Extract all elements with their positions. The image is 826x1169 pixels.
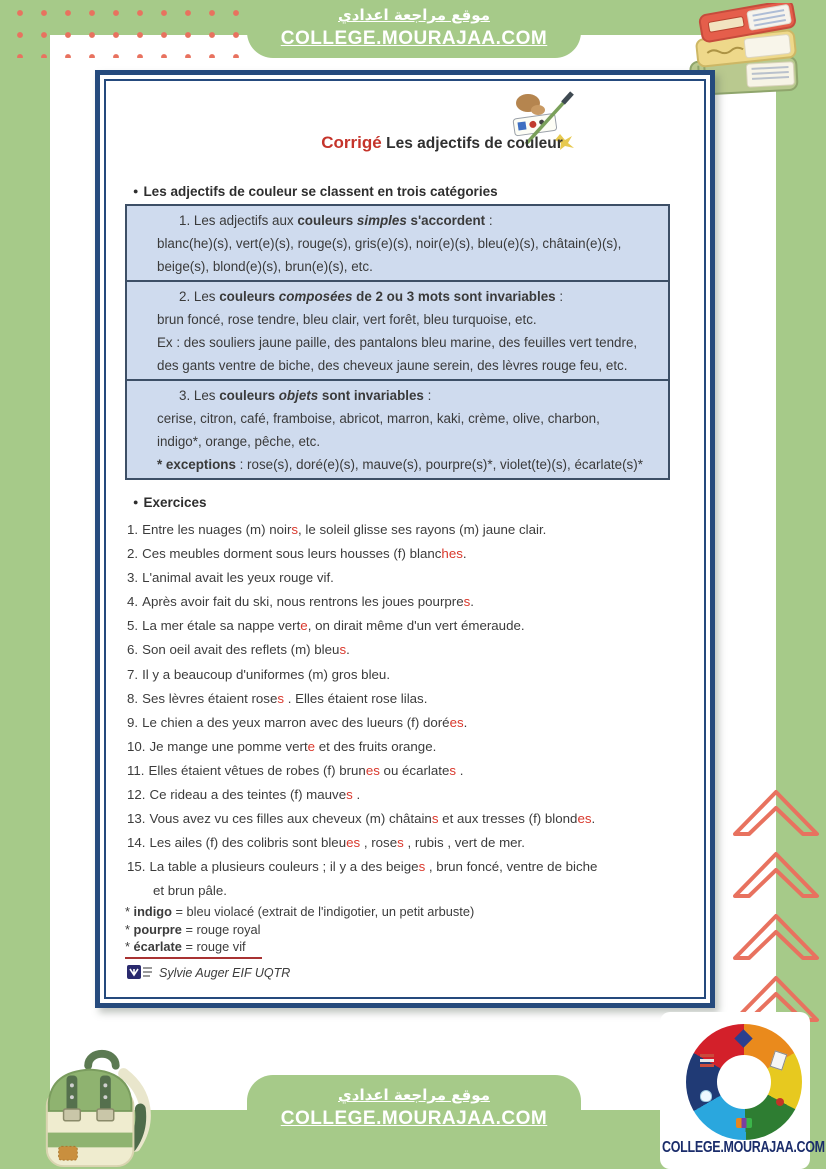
- rule-line: Ex : des souliers jaune paille, des pantalons bleu marine, des feuilles vert tendre,: [157, 335, 638, 350]
- flask-icon: [700, 1090, 712, 1102]
- rule-box-objets: [125, 379, 670, 480]
- credit-line: [127, 963, 290, 983]
- exercise-item: [127, 807, 692, 831]
- rule-boxes: [125, 204, 670, 480]
- site-footer-arabic-link[interactable]: موقع مراجعة اعدادي: [338, 1086, 490, 1104]
- exercise-number: 15.: [127, 859, 146, 875]
- site-header: [247, 0, 581, 58]
- rule-line: blanc(he)(s), vert(e)(s), rouge(s), gris(e)(s), noir(e)(s), bleu(e)(s), châtain(e)(s),: [157, 236, 622, 251]
- footnote: * indigo = bleu violacé (extrait de l'indigotier, un petit arbuste): [125, 904, 475, 919]
- rule-line: beige(s), blond(e)(s), brun(e)(s), etc.: [157, 259, 373, 274]
- atom-icon: [776, 1098, 784, 1106]
- exercise-number: 6.: [127, 642, 139, 658]
- footnotes: [125, 903, 685, 956]
- exercises-heading: [133, 495, 207, 510]
- rule-box-composees: [125, 280, 670, 381]
- exercise-number: 7.: [127, 666, 139, 682]
- footnote: * écarlate = rouge vif: [125, 939, 246, 954]
- exercise-text: Après avoir fait du ski, nous rentrons les joues pourpres.: [142, 594, 474, 610]
- exercise-number: 1.: [127, 522, 139, 537]
- exercise-text: La table a plusieurs couleurs ; il y a des beiges , brun foncé, ventre de biche: [149, 859, 598, 875]
- rule-line: indigo*, orange, pêche, etc.: [157, 434, 321, 449]
- rule-line: 1. Les adjectifs aux couleurs simples s'accordent :: [179, 213, 493, 228]
- exercises-heading-text: Exercices: [143, 495, 207, 510]
- exercise-item: [127, 638, 692, 662]
- bullet-icon: ●: [133, 497, 139, 507]
- site-header-domain-link[interactable]: COLLEGE.MOURAJAA.COM: [280, 28, 548, 49]
- chevron-pattern: [731, 784, 821, 1024]
- exercise-item-continuation: et brun pâle.: [153, 883, 227, 899]
- exercise-text: Je mange une pomme verte et des fruits orange.: [149, 738, 437, 754]
- exercise-number: 8.: [127, 690, 139, 706]
- rule-line: des gants ventre de biche, des cheveux jaune serein, des lèvres rouge feu, etc.: [157, 358, 628, 373]
- left-green-strip: [0, 0, 50, 1169]
- books-icon: [700, 1054, 714, 1057]
- exercise-item: [127, 590, 692, 614]
- exercise-number: 12.: [127, 787, 146, 803]
- exercise-number: 5.: [127, 618, 139, 634]
- worksheet-content: [104, 79, 706, 999]
- rule-line: brun foncé, rose tendre, bleu clair, vert forêt, bleu turquoise, etc.: [157, 312, 537, 327]
- subjects-wheel-logo: [686, 1024, 802, 1140]
- exercise-item: [127, 566, 692, 590]
- credit-text: Sylvie Auger EIF UQTR: [159, 966, 291, 980]
- title-label: Corrigé: [321, 133, 382, 152]
- exercise-text: Vous avez vu ces filles aux cheveux (m) châtains et aux tresses (f) blondes.: [149, 811, 596, 827]
- exercise-item: [127, 711, 692, 735]
- footnote: * pourpre = rouge royal: [125, 921, 261, 937]
- rule-line: 3. Les couleurs objets sont invariables :: [179, 388, 432, 403]
- rule-line: cerise, citron, café, framboise, abricot, marron, kaki, crème, olive, charbon,: [157, 411, 600, 426]
- exercise-number: 2.: [127, 546, 139, 562]
- exercise-item: [127, 735, 692, 759]
- exercise-text: Les ailes (f) des colibris sont bleues , roses , rubis , vert de mer.: [149, 835, 525, 851]
- title-text: Les adjectifs de couleur: [386, 135, 563, 152]
- exercise-number: 4.: [127, 594, 139, 610]
- rule-box-simples: [125, 204, 670, 282]
- credit-divider: [125, 957, 262, 959]
- exercise-number: 13.: [127, 811, 146, 827]
- exercise-number: 3.: [127, 570, 139, 586]
- exercise-item: [127, 759, 692, 783]
- eif-logo-icon: [127, 963, 153, 983]
- exercise-item: [127, 831, 692, 855]
- site-footer-domain-link[interactable]: COLLEGE.MOURAJAA.COM: [280, 1108, 548, 1129]
- notepad-icon: [770, 1050, 788, 1070]
- bullet-icon: ●: [133, 186, 139, 196]
- exercise-text: Il y a beaucoup d'uniformes (m) gros bleu.: [142, 666, 391, 682]
- rule-line: 2. Les couleurs composées de 2 ou 3 mots sont invariables :: [179, 289, 564, 304]
- exercise-text: Elles étaient vêtues de robes (f) brunes ou écarlates .: [148, 762, 464, 778]
- exercise-number: 10.: [127, 738, 146, 754]
- exercise-text: Le chien a des yeux marron avec des lueurs (f) dorées.: [142, 714, 468, 730]
- worksheet-title: [106, 133, 704, 153]
- worksheet-page: [95, 70, 715, 1008]
- exercise-text: Ses lèvres étaient roses . Elles étaient rose lilas.: [142, 690, 428, 706]
- exercise-number: 9.: [127, 714, 139, 730]
- exercise-number: 14.: [127, 835, 146, 851]
- intro-heading-text: Les adjectifs de couleur se classent en trois catégories: [143, 184, 498, 199]
- exercise-text: Son oeil avait des reflets (m) bleus.: [142, 642, 350, 658]
- corner-domain-text: COLLEGE.MOURAJAA.COM: [662, 1138, 825, 1156]
- site-header-arabic-link[interactable]: موقع مراجعة اعدادي: [338, 6, 490, 24]
- exercise-text: Ces meubles dorment sous leurs housses (f) blanches.: [142, 546, 467, 562]
- exercise-item: [127, 518, 692, 542]
- site-footer: [247, 1075, 581, 1169]
- exercise-item: [127, 663, 692, 687]
- exercise-item: [127, 783, 692, 807]
- rule-line: * exceptions : rose(s), doré(e)(s), mauve(s), pourpre(s)*, violet(te)(s), écarlate(s)*: [157, 457, 643, 472]
- exercise-item: [127, 542, 692, 566]
- exercise-text: Entre les nuages (m) noirs, le soleil glisse ses rayons (m) jaune clair.: [142, 522, 547, 537]
- exercise-item: [127, 687, 692, 711]
- backpack-illustration: [28, 1046, 168, 1169]
- exercise-item: [127, 855, 692, 879]
- graduation-cap-icon: [734, 1029, 752, 1047]
- exercise-item: [127, 614, 692, 638]
- exercise-text: L'animal avait les yeux rouge vif.: [142, 570, 334, 586]
- world-map-icon: [736, 1118, 752, 1128]
- exercises-list: [127, 518, 692, 904]
- exercise-text: Ce rideau a des teintes (f) mauves .: [149, 787, 361, 803]
- dots-pattern: [0, 0, 256, 58]
- intro-heading: [133, 184, 498, 199]
- exercise-number: 11.: [127, 762, 145, 778]
- exercise-text: La mer étale sa nappe verte, on dirait même d'un vert émeraude.: [142, 618, 525, 634]
